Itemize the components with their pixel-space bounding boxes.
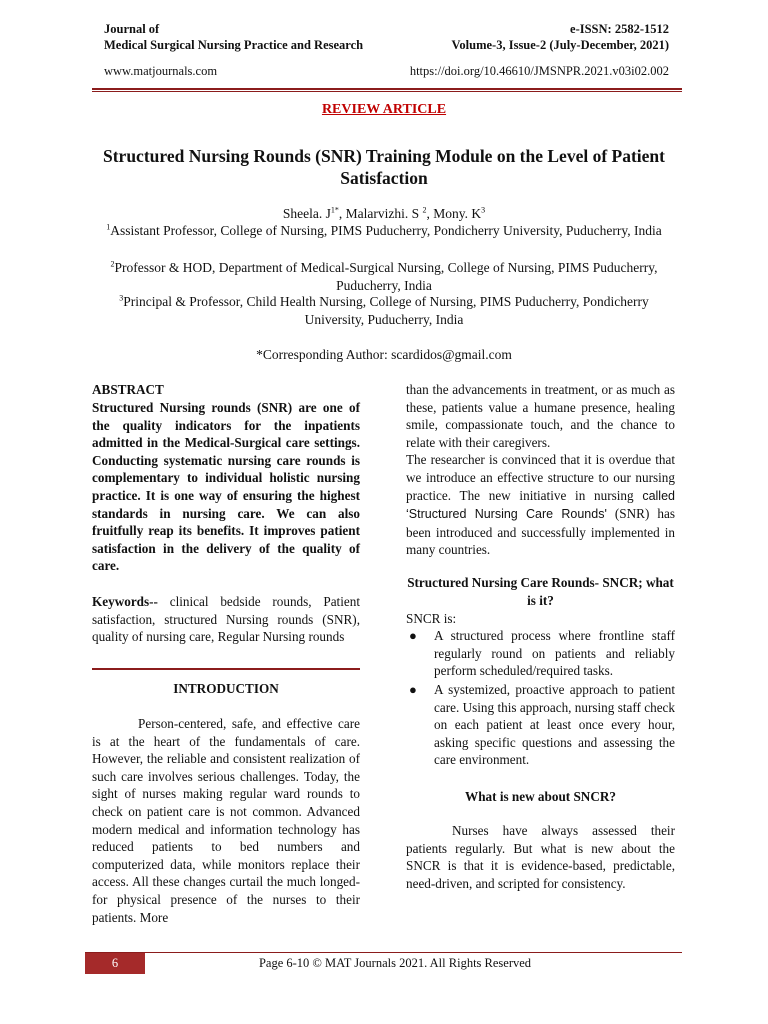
right-column-text [406, 381, 675, 559]
right-paragraph-2-b: (SNR) has been introduced and successfully implemented in many countries. [406, 506, 675, 558]
journal-website-link[interactable]: www.matjournals.com [104, 64, 218, 78]
article-title: Structured Nursing Rounds (SNR) Training Module on the Level of Patient Satisfaction [103, 146, 665, 188]
keywords-label: Keywords-- [92, 594, 158, 609]
right-paragraph-1: than the advancements in treatment, or as much as these, patients value a humane presence, healing smile, compassionate touch, and the chance to relate with their caregivers. [406, 382, 675, 450]
corresponding-author: *Corresponding Author: scardidos@gmail.com [256, 347, 512, 362]
author-2: , Malarvizhi. S [338, 206, 423, 221]
abstract-body: Structured Nursing rounds (SNR) are one of the quality indicators for the inpatients admitted in the Medical-Surgical care settings. Conducting systematic nursing care rounds is complementary to individual holistic nursing practice. It is one way of ensuring the highest standards in nursing care. We can also fruitfully reap its benefits. It improves patient satisfaction in the delivery of the quality of care. [92, 400, 360, 574]
author-2-sup: 2 [422, 205, 427, 215]
right-paragraph-2-a: The researcher is convinced that it is overdue that we introduce an effective structure to our nursing practice. The new initiative in nursing [406, 452, 675, 503]
doi-link[interactable]: https://doi.org/10.46610/JMSNPR.2021.v03i02.002 [409, 64, 669, 78]
introduction-heading: INTRODUCTION [173, 681, 279, 696]
copyright-notice: Page 6-10 © MAT Journals 2021. All Rights Reserved [258, 956, 532, 970]
affiliation-1 [90, 222, 678, 240]
abstract-heading: ABSTRACT [92, 382, 164, 397]
sncr-heading: Structured Nursing Care Rounds- SNCR; what is it? [407, 575, 674, 608]
section-divider [92, 668, 360, 670]
right-paragraph-2-mono: called ‘Structured Nursing Care Rounds' [406, 488, 675, 522]
right-paragraph-2 [406, 451, 675, 559]
affiliation-2 [90, 259, 678, 294]
journal-name-line2: Medical Surgical Nursing Practice and Research [104, 38, 364, 52]
affiliation-1-text: Assistant Professor, College of Nursing, PIMS Puducherry, Pondicherry University, Puducherry, India [110, 223, 662, 238]
list-item-text: A structured process where frontline staff regularly round on patients and reliably perform scheduled/required tasks. [434, 628, 675, 679]
journal-name [104, 21, 363, 53]
author-3: , Mony. K [426, 206, 482, 221]
affiliation-2-sup: 2 [110, 259, 115, 269]
sncr-is-label: SNCR is: [406, 611, 457, 626]
keywords [92, 593, 360, 646]
affiliation-3-text: Principal & Professor, Child Health Nursing, College of Nursing, PIMS Puducherry, Pondicherry University, Puducherry, India [123, 294, 649, 327]
author-list [0, 205, 768, 222]
keywords-text: clinical bedside rounds, Patient satisfaction, structured Nursing rounds (SNR), quality of nursing care, Regular Nursing rounds [92, 594, 360, 645]
header-divider [92, 88, 682, 92]
author-1-sup: 1* [330, 205, 339, 215]
footer-divider [85, 952, 682, 953]
list-item-text: A systemized, proactive approach to patient care. Using this approach, nursing staff check on each patient at least once every hour, asking specific questions and assessing the care environment. [434, 682, 675, 768]
whats-new-heading: What is new about SNCR? [465, 789, 616, 804]
affiliation-2-text: Professor & HOD, Department of Medical-Surgical Nursing, College of Nursing, PIMS Puducherry, Puducherry, India [114, 260, 658, 293]
author-1: Sheela. J [282, 206, 331, 221]
journal-name-line1: Journal of [104, 22, 160, 36]
introduction-body: Person-centered, safe, and effective care is at the heart of the fundamentals of care. However, the reliable and consistent realization of such care involves serious challenges. Today, the sight of nurses making regular ward rounds to check on patient care is not common. Advanced modern medical and information technology has reduced patients to bed numbers and computerized data, while monitors replace their access. All these changes curtail the much longed-for physical presence of the nurses to their patients. More [92, 716, 360, 925]
page-number: 6 [85, 953, 145, 974]
issn: e-ISSN: 2582-1512 [570, 22, 669, 36]
affiliation-3-sup: 3 [119, 293, 124, 303]
article-type: REVIEW ARTICLE [321, 102, 447, 117]
bullet-icon: ● [409, 682, 417, 697]
whats-new-body: Nurses have always assessed their patients regularly. But what is new about the SNCR is that it is evidence-based, predictable, need-driven, and scripted for consistency. [406, 823, 675, 891]
affiliation-1-sup: 1 [106, 222, 111, 232]
affiliation-3 [90, 293, 678, 328]
issue-info [452, 21, 669, 53]
volume-issue: Volume-3, Issue-2 (July-December, 2021) [451, 38, 669, 52]
bullet-icon: ● [409, 628, 417, 643]
author-3-sup: 3 [481, 205, 486, 215]
